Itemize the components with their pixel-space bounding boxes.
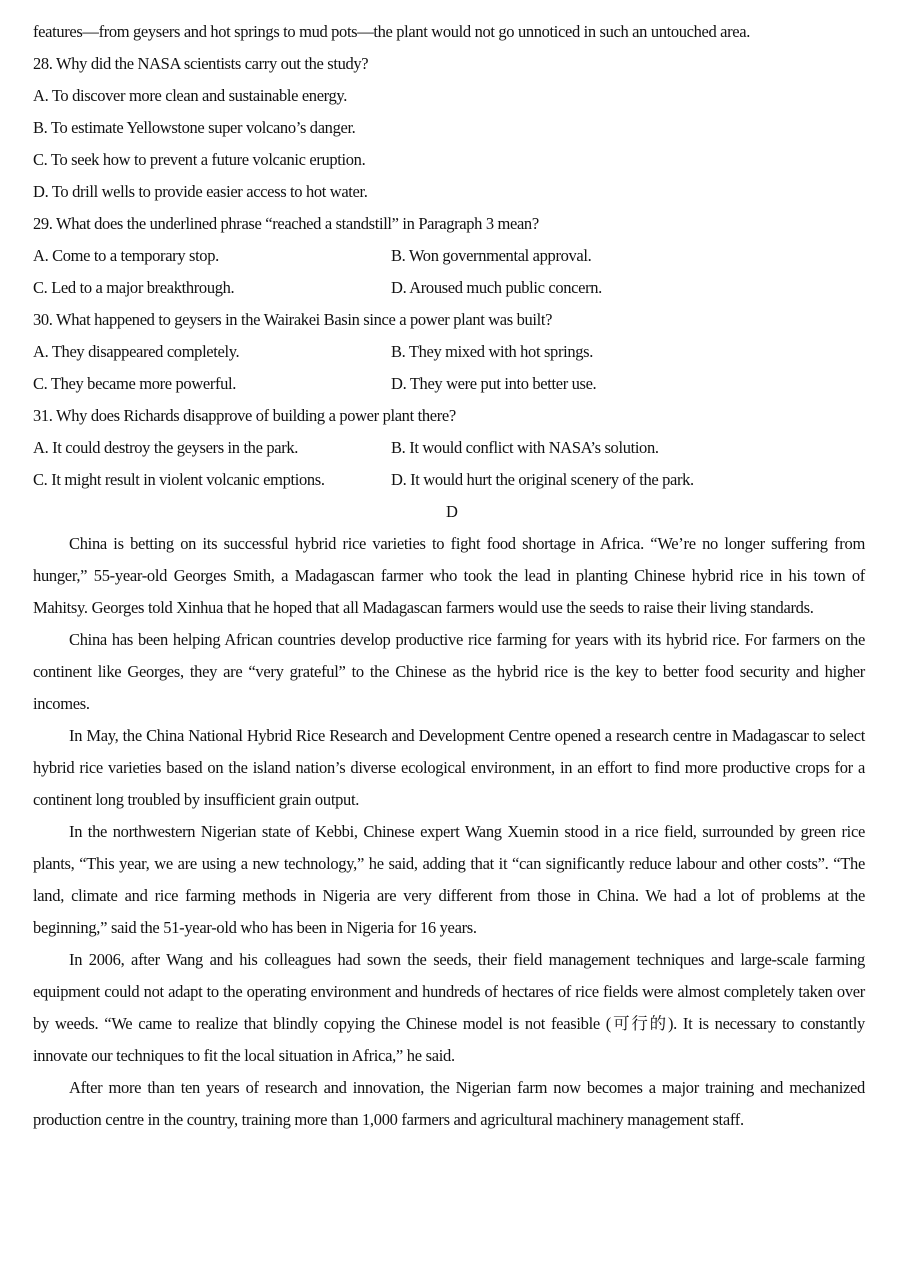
option-d: D. They were put into better use. [391, 374, 597, 393]
option-c: C. To seek how to prevent a future volcanic eruption. [33, 150, 366, 169]
paragraph-3: In May, the China National Hybrid Rice Research and Development Centre opened a research centre in Madagascar to select hybrid rice varieties based on the island nation’s diverse ecological environment, in an effort to find more productive crops for a continent long troubled by insufficient grain output. [33, 726, 865, 809]
section-d-passage [33, 528, 865, 1136]
option-d: D. To drill wells to provide easier access to hot water. [33, 182, 368, 201]
question-stem: 31. Why does Richards disapprove of building a power plant there? [33, 406, 456, 425]
options-row [33, 336, 865, 368]
document-page [33, 16, 865, 1136]
paragraph-2: China has been helping African countries develop productive rice farming for years with its hybrid rice. For farmers on the continent like Georges, they are “very grateful” to the Chinese as the hybrid rice is the key to better food security and higher incomes. [33, 630, 865, 713]
options-row [33, 272, 865, 304]
option-b: B. They mixed with hot springs. [391, 342, 593, 361]
options-row [33, 240, 865, 272]
section-heading: D [446, 502, 458, 521]
option-a: A. To discover more clean and sustainable energy. [33, 86, 348, 105]
question-29 [33, 208, 865, 304]
paragraph-5: In 2006, after Wang and his colleagues had sown the seeds, their field management techniques and large-scale farming equipment could not adapt to the operating environment and hundreds of hectares of rice fields were almost completely taken over by weeds. “We came to realize that blindly copying the Chinese model is not feasible (可行的). It is necessary to constantly innovate our techniques to fit the local situation in Africa,” he said. [33, 950, 865, 1065]
passage-continuation-line: features—from geysers and hot springs to mud pots—the plant would not go unnoticed in such an untouched area. [33, 22, 751, 41]
options-row [33, 432, 865, 464]
question-28 [33, 48, 865, 208]
option-a: A. They disappeared completely. [33, 342, 240, 361]
option-a: A. It could destroy the geysers in the park. [33, 438, 299, 457]
paragraph-4: In the northwestern Nigerian state of Kebbi, Chinese expert Wang Xuemin stood in a rice field, surrounded by green rice plants, “This year, we are using a new technology,” he said, adding that it “can significantly reduce labour and other costs”. “The land, climate and rice farming methods in Nigeria are very different from those in China. We had a lot of problems at the beginning,” said the 51-year-old who has been in Nigeria for 16 years. [33, 822, 865, 937]
paragraph-1: China is betting on its successful hybrid rice varieties to fight food shortage in Africa. “We’re no longer suffering from hunger,” 55-year-old Georges Smith, a Madagascan farmer who took the lead in planting Chinese hybrid rice in his town of Mahitsy. Georges told Xinhua that he hoped that all Madagascan farmers would use the seeds to raise their living standards. [33, 534, 865, 617]
options-row [33, 368, 865, 400]
option-a: A. Come to a temporary stop. [33, 246, 219, 265]
option-d: D. Aroused much public concern. [391, 278, 602, 297]
question-30 [33, 304, 865, 400]
question-stem: 30. What happened to geysers in the Wairakei Basin since a power plant was built? [33, 310, 553, 329]
paragraph-6: After more than ten years of research and innovation, the Nigerian farm now becomes a major training and mechanized production centre in the country, training more than 1,000 farmers and agricultural machinery management staff. [33, 1078, 865, 1129]
question-31 [33, 400, 865, 496]
question-stem: 28. Why did the NASA scientists carry out the study? [33, 54, 369, 73]
question-stem: 29. What does the underlined phrase “reached a standstill” in Paragraph 3 mean? [33, 214, 539, 233]
option-b: B. It would conflict with NASA’s solution. [391, 438, 659, 457]
option-c: C. They became more powerful. [33, 374, 237, 393]
option-c: C. Led to a major breakthrough. [33, 278, 235, 297]
option-c: C. It might result in violent volcanic emptions. [33, 470, 325, 489]
option-b: B. Won governmental approval. [391, 246, 592, 265]
option-b: B. To estimate Yellowstone super volcano’s danger. [33, 118, 356, 137]
option-d: D. It would hurt the original scenery of the park. [391, 470, 694, 489]
options-row [33, 464, 865, 496]
